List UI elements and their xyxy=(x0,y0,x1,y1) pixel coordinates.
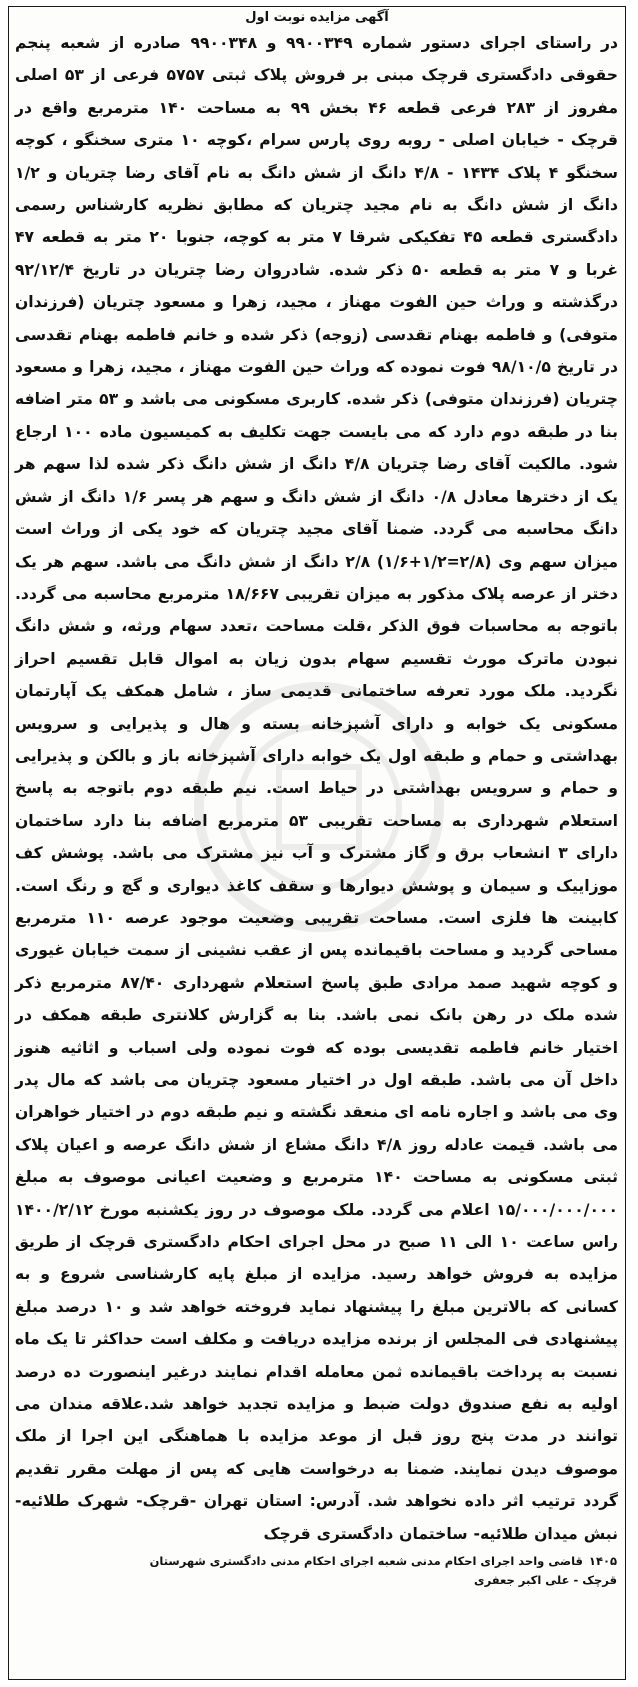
notice-signature xyxy=(9,1552,625,1590)
notice-code: ۱۴۰۵ xyxy=(588,1554,617,1569)
signature-line-1 xyxy=(19,1552,617,1571)
notice-title: آگهی مزایده نوبت اول xyxy=(245,10,389,25)
judge-title: قاضی واحد اجرای احکام مدنی شعبه اجرای احکام مدنی دادگستری شهرستان xyxy=(149,1554,583,1569)
judge-name: قرچک - علی اکبر جعفری xyxy=(474,1573,617,1588)
auction-notice xyxy=(8,6,626,1680)
notice-body: در راستای اجرای دستور شماره ۹۹۰۰۳۴۹ و ۹۹۰۰۳۴۸ صادره از شعبه پنجم حقوقی دادگستری قرچک مبنی بر فروش پلاک ثبتی ۵۷۵۷ فرعی از ۵۳ اصلی مفروز از ۲۸۳ فرعی قطعه ۴۶ بخش ۹۹ به مساحت ۱۴۰ مترمربع واقع در قرچک - خیابان اصلی - روبه روی پارس سرام ،کوچه ۱۰ متری سخنگو ، کوچه سخنگو ۴ پلاک ۱۴۳۴ - ۴/۸ دانگ از شش دانگ به نام آقای رضا چتریان و ۱/۲ دانگ از شش دانگ به نام مجید چتریان که مطابق نظریه کارشناس رسمی دادگستری قطعه ۴۵ تفکیکی شرقا ۷ متر به کوچه، جنوبا ۲۰ متر به قطعه ۴۷ غربا و ۷ متر به قطعه ۵۰ ذکر شده. شادروان رضا چتریان در تاریخ ۹۲/۱۲/۴ درگذشته و وراث حین الفوت مهناز ، مجید، زهرا و مسعود چتریان (فرزندان متوفی) و فاطمه بهنام تقدسی (زوجه) ذکر شده و خانم فاطمه بهنام تقدسی در تاریخ ۹۸/۱۰/۵ فوت نموده که وراث حین الفوت مهناز ، مجید، زهرا و مسعود چتریان (فرزندان متوفی) ذکر شده. کاربری مسکونی می باشد و ۵۳ متر اضافه بنا در طبقه دوم دارد که می بایست جهت تکلیف به کمیسیون ماده ۱۰۰ ارجاع شود. مالکیت آقای رضا چتریان ۴/۸ دانگ از شش دانگ ذکر شده لذا سهم هر یک از دخترها معادل ۰/۸ دانگ از شش دانگ و سهم هر پسر ۱/۶ دانگ از شش دانگ محاسبه می گردد. ضمنا آقای مجید چتریان که خود یکی از وراث است میزان سهم وی (۲/۸=۱/۲+۱/۶) ۲/۸ دانگ از شش دانگ می باشد. سهم هر یک دختر از عرصه پلاک مذکور به میزان تقریبی ۱۸/۶۶۷ مترمربع محاسبه می گردد. باتوجه به محاسبات فوق الذکر ،قلت مساحت ،تعدد سهام ورثه، و شش دانگ نبودن ماترک مورث تقسیم سهام بدون زیان به اموال قابل تقسیم احراز نگردید. ملک مورد تعرفه ساختمانی قدیمی ساز ، شامل همکف یک آپارتمان مسکونی یک خوابه و دارای آشپزخانه بسته و هال و پذیرایی و سرویس بهداشتی و حمام و طبقه اول یک خوابه دارای آشپزخانه باز و بالکن و پذیرایی و حمام و سرویس بهداشتی در حیاط است. نیم طبقه دوم باتوجه به پاسخ استعلام شهرداری به مساحت تقریبی ۵۳ مترمربع اضافه بنا دارد ساختمان دارای ۳ انشعاب برق و گاز مشترک و آب نیز مشترک می باشد. پوشش کف موزاییک و سیمان و پوشش دیوارها و سقف کاغذ دیواری و گچ و رنگ است. کابینت ها فلزی است. مساحت تقریبی وضعیت موجود عرصه ۱۱۰ مترمربع مساحی گردید و مساحت باقیمانده پس از عقب نشینی از سمت خیابان غیوری و کوچه شهید صمد مرادی طبق پاسخ استعلام شهرداری ۸۷/۴۰ مترمربع ذکر شده ملک در رهن بانک نمی باشد. بنا به گزارش کلانتری طبقه همکف در اختیار خانم فاطمه تقدیسی بوده که فوت نموده ولی اسباب و اثاثیه هنوز داخل آن می باشد. طبقه اول در اختیار مسعود چتریان می باشد که مال پدر وی می باشد و اجاره نامه ای منعقد نگشته و نیم طبقه دوم در اختیار خواهران می باشد. قیمت عادله روز ۴/۸ دانگ مشاع از شش دانگ عرصه و اعیان پلاک ثبتی مسکونی به مساحت ۱۴۰ مترمربع و وضعیت اعیانی موصوف به مبلغ ۱۵/۰۰۰/۰۰۰/۰۰۰ اعلام می گردد. ملک موصوف در روز یکشنبه مورخ ۱۴۰۰/۲/۱۲ راس ساعت ۱۰ الی ۱۱ صبح در محل اجرای احکام دادگستری قرچک از طریق مزایده به فروش خواهد رسید. مزایده از مبلغ پایه کارشناسی شروع و به کسانی که بالاترین مبلغ را پیشنهاد نماید فروخته خواهد شد و ۱۰ درصد مبلغ پیشنهادی فی المجلس از برنده مزایده دریافت و مکلف است حداکثر تا یک ماه نسبت به پرداخت باقیمانده ثمن معامله اقدام نمایند درغیر اینصورت ده درصد اولیه به نفع صندوق دولت ضبط و مزایده تجدید خواهد شد.علاقه مندان می توانند در مدت پنج روز قبل از موعد مزایده با هماهنگی این اجرا از ملک موصوف دیدن نمایند. ضمنا به درخواست هایی که پس از مهلت مقرر تقدیم گردد ترتیب اثر داده نخواهد شد. آدرس: استان تهران -قرچک- شهرک طلائیه- نبش میدان طلائیه- ساختمان دادگستری قرچک xyxy=(15,34,619,1543)
